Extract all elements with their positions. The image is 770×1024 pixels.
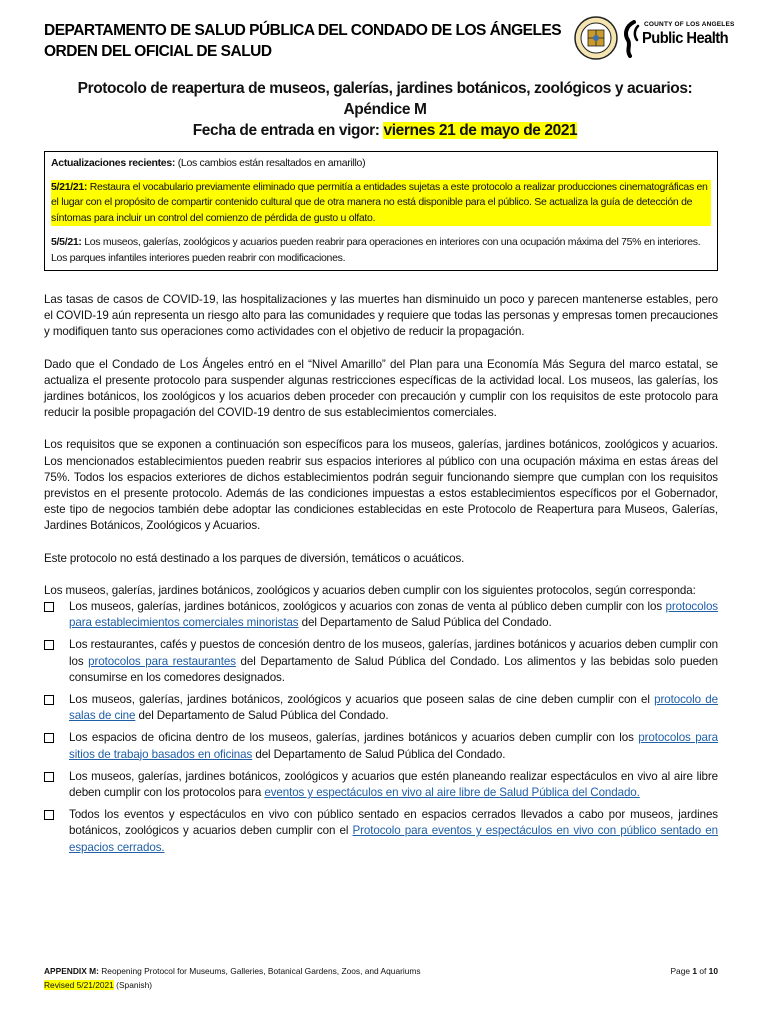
update-text: Restaura el vocabulario previamente eliminado que permitía a entidades sujetas a este protocolo a realizar producciones cinematográficas en el lugar con el propósito de compartir contenido cultural que de otra manera no está disponible para el público. Se actualiza la guía de detección de síntomas para incluir un control del comienzo de pérdida de gusto u olfato. — [51, 180, 708, 224]
checkbox-icon — [44, 695, 54, 705]
protocol-title: Protocolo de reapertura de museos, galerías, jardines botánicos, zoológicos y acuarios: — [77, 80, 693, 97]
protocol-link[interactable]: protocolos para establecimientos comerciales minoristas — [69, 600, 718, 630]
protocol-link[interactable]: eventos y espectáculos en vivo al aire libre de Salud Pública del Condado. — [264, 786, 640, 800]
document-title — [20, 78, 750, 141]
item-text: del Departamento de Salud Pública del Condado. — [252, 747, 506, 761]
protocol-link[interactable]: Protocolo para eventos y espectáculos en vivo con público sentado en espacios cerrados. — [69, 824, 718, 854]
department-header — [44, 20, 564, 62]
protocol-link[interactable]: protocolos para restaurantes — [88, 654, 236, 668]
page-number — [670, 964, 718, 978]
footer-revised — [44, 978, 718, 992]
checkbox-icon — [44, 733, 54, 743]
checklist-item — [44, 692, 718, 724]
paragraph: Dado que el Condado de Los Ángeles entró en el “Nivel Amarillo” del Plan para una Economía Más Segura del marco estatal, se actualiza el presente protocolo para suspender algunas restricciones específicas de la actividad local. Los museos, las galerías, los jardines botánicos, los zoológicos y los acuarios deben proceder con precaución y cumplir con los requisitos de este protocolo para reducir la posible propagación del COVID-19 dentro de sus establecimientos comerciales. — [44, 357, 718, 420]
checklist-item — [44, 599, 718, 631]
checklist-item — [44, 730, 718, 762]
recent-updates-box — [44, 151, 718, 271]
footer-appendix — [44, 964, 718, 978]
paragraph: Los requisitos que se exponen a continuación son específicos para los museos, galerías, jardines botánicos, zoológicos y acuarios. Los mencionados establecimientos pueden reabrir sus espacios interiores al público con una ocupación máxima en estas áreas del 75%. Todos los espacios exteriores de dichos establecimientos podrán seguir funcionando siempre que cumplan con los requisitos previstos en el presente protocolo. Además de las condiciones impuestas a estos establecimientos específicos por el Gobernador, este tipo de negocios también debe adoptar las condiciones establecidas en este Protocolo de Reapertura para Museos, Galerías, Jardines Botánicos, Zoológicos y Acuarios. — [44, 438, 718, 533]
page-footer — [44, 964, 718, 992]
item-text: del Departamento de Salud Pública del Condado. — [135, 709, 389, 723]
footer-appendix-label: APPENDIX M: — [44, 966, 99, 976]
revised-date: Revised 5/21/2021 — [44, 980, 114, 990]
county-seal-icon — [574, 16, 618, 60]
item-text: Los museos, galerías, jardines botánicos, zoológicos y acuarios que poseen salas de cine deben cumplir con el — [69, 693, 655, 707]
checkbox-icon — [44, 772, 54, 782]
appendix-label: Apéndice M — [343, 101, 427, 118]
item-text: Los museos, galerías, jardines botánicos, zoológicos y acuarios que estén planeando realizar espectáculos en vivo al aire libre deben cumplir con los protocolos para — [69, 769, 718, 800]
updates-heading-note: (Los cambios están resaltados en amarillo) — [175, 157, 366, 169]
update-text: Los museos, galerías, zoológicos y acuarios pueden reabrir para operaciones en interiores con una ocupación máxima del 75% en interiores. Los parques infantiles interiores pueden reabrir con modificaciones. — [51, 236, 701, 264]
item-text: del Departamento de Salud Pública del Condado. Los alimentos y las bebidas solo pueden consumirse en los comedores designados. — [69, 654, 718, 684]
department-name: DEPARTAMENTO DE SALUD PÚBLICA DEL CONDADO DE LOS ÁNGELES — [44, 22, 562, 39]
page-current: 1 — [692, 966, 698, 976]
updates-heading — [51, 156, 711, 172]
paragraph: Las tasas de casos de COVID-19, las hospitalizaciones y las muertes han disminuido un poco y parecen mantenerse estables, pero el COVID-19 aún representa un riesgo alto para las comunidades y requiere que todas las personas y empresas tomen precauciones y modifiquen tanto sus operaciones como actividades con el objetivo de reducir la propagación. — [44, 293, 718, 339]
checkbox-icon — [44, 602, 54, 612]
update-date: 5/21/21: — [51, 180, 88, 193]
updates-heading-label: Actualizaciones recientes: — [51, 157, 176, 169]
effective-date-line — [20, 120, 750, 141]
order-title: ORDEN DEL OFICIAL DE SALUD — [44, 43, 272, 60]
effective-date-label: Fecha de entrada en vigor: — [192, 122, 384, 139]
page-total: 10 — [708, 966, 718, 976]
effective-date: viernes 21 de mayo de 2021 — [383, 122, 578, 139]
public-health-mark-icon — [622, 20, 642, 58]
item-text: Los espacios de oficina dentro de los museos, galerías, jardines botánicos y acuarios deben cumplir con los — [69, 731, 639, 745]
item-text: Todos los eventos y espectáculos en vivo con público sentado en espacios cerrados llevados a cabo por museos, jardines botánicos, zoológicos y acuarios deben cumplir con el — [69, 808, 718, 838]
protocol-link[interactable]: protocolos para sitios de trabajo basados en oficinas — [69, 731, 718, 761]
checklist-item — [44, 637, 718, 686]
logo-county-text: COUNTY OF LOS ANGELES — [644, 21, 735, 28]
protocol-checklist — [44, 599, 718, 856]
logo-public-health-text: Public Health — [642, 30, 729, 47]
protocol-link[interactable]: protocolo de salas de cine — [69, 693, 718, 723]
document-body — [44, 292, 718, 862]
update-item — [51, 235, 711, 266]
checklist-item — [44, 769, 718, 801]
revised-note: (Spanish) — [113, 980, 153, 990]
checkbox-icon — [44, 810, 54, 820]
item-text: Los restaurantes, cafés y puestos de concesión dentro de los museos, galerías, jardines botánicos y acuarios deben cumplir con los — [69, 638, 718, 668]
item-text: del Departamento de Salud Pública del Condado. — [298, 616, 552, 630]
page-of: of — [697, 966, 709, 976]
paragraph: Los museos, galerías, jardines botánicos, zoológicos y acuarios deben cumplir con los siguientes protocolos, según corresponda: — [44, 583, 696, 597]
page-label: Page — [670, 966, 693, 976]
footer-appendix-text: Reopening Protocol for Museums, Galleries, Botanical Gardens, Zoos, and Aquariums — [98, 966, 421, 976]
item-text: Los museos, galerías, jardines botánicos, zoológicos y acuarios con zonas de venta al público deben cumplir con los — [69, 600, 666, 614]
checkbox-icon — [44, 640, 54, 650]
update-date: 5/5/21: — [51, 236, 82, 248]
paragraph: Este protocolo no está destinado a los parques de diversión, temáticos o acuáticos. — [44, 551, 465, 565]
update-item — [51, 180, 711, 227]
checklist-item — [44, 807, 718, 856]
public-health-logo — [622, 20, 735, 60]
